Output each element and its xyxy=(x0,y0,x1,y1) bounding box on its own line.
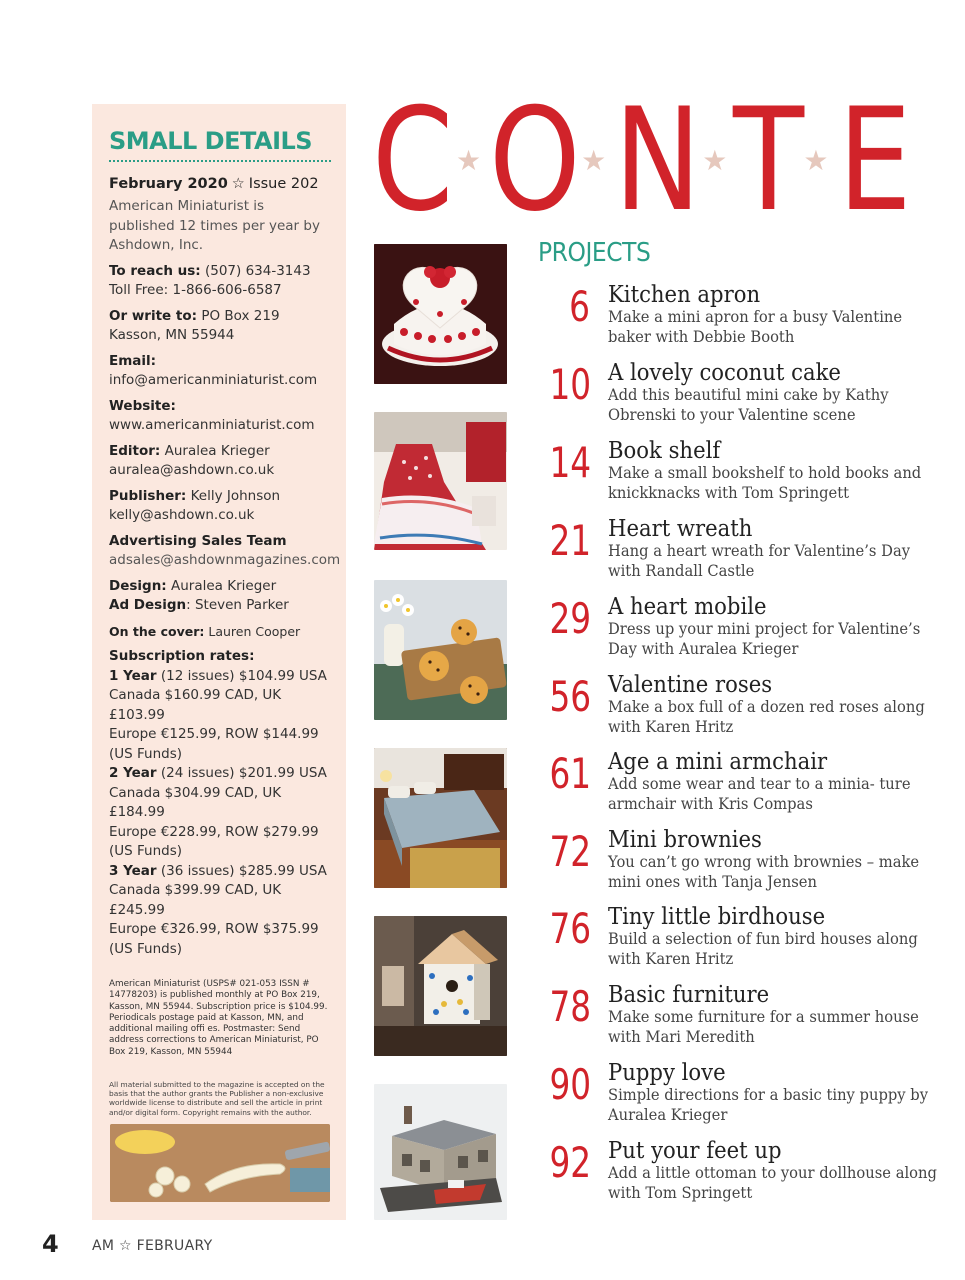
star-icon: ☆ xyxy=(231,176,245,192)
project-entry[interactable] xyxy=(538,438,958,517)
star-icon: ★ xyxy=(803,144,829,177)
project-entry[interactable] xyxy=(538,672,958,751)
project-entry[interactable] xyxy=(538,516,958,595)
project-entry[interactable] xyxy=(538,1138,958,1217)
project-description: Make a small bookshelf to hold books and knickknacks with Tom Springett xyxy=(608,463,922,502)
website-link[interactable]: www.americanminiaturist.com xyxy=(109,417,315,433)
page-number: 14 xyxy=(549,438,592,487)
design-credit: Design: Auralea Krieger Ad Design: Steven Parker xyxy=(109,577,289,613)
page-number: 61 xyxy=(549,749,592,798)
project-title: Basic furniture xyxy=(608,982,770,1008)
heading-letter: C xyxy=(372,96,454,226)
folio-text: AM ☆ FEBRUARY xyxy=(92,1238,213,1254)
contact-website: Website: www.americanminiaturist.com xyxy=(109,397,315,433)
project-description: Make a box full of a dozen red roses along with Karen Hritz xyxy=(608,697,925,736)
dollhouse-bedroom-photo xyxy=(374,748,507,888)
project-entry[interactable] xyxy=(538,282,958,361)
heart-cake-photo xyxy=(374,244,507,384)
ads-email-link[interactable]: adsales@ashdownmagazines.com xyxy=(109,552,341,568)
publisher-intro: American Miniaturist is published 12 times per year by Ashdown, Inc. xyxy=(109,198,320,253)
project-entry[interactable] xyxy=(538,360,958,439)
ads-credit: Advertising Sales Team adsales@ashdownmagazines.com xyxy=(109,532,341,568)
email-link[interactable]: info@americanminiaturist.com xyxy=(109,372,318,388)
page-number: 72 xyxy=(549,827,592,876)
project-description: Dress up your mini project for Valentine’s Day with Auralea Krieger xyxy=(608,619,921,658)
project-title: Kitchen apron xyxy=(608,282,761,308)
star-icon: ★ xyxy=(581,144,607,177)
rights-statement: All material submitted to the magazine is accepted on the basis that the author grants the Publisher a non-exclusive worldwide license to distribute and sell the article in print and/or digital form. Copyright remains with the author. xyxy=(109,1080,325,1117)
issue-line xyxy=(109,176,332,192)
birdhouse-photo xyxy=(374,916,507,1056)
project-title: Put your feet up xyxy=(608,1138,782,1164)
project-entry[interactable] xyxy=(538,827,958,906)
project-title: A lovely coconut cake xyxy=(608,360,841,386)
contact-phone: To reach us: (507) 634-3143 Toll Free: 1-866-606-6587 xyxy=(109,262,311,298)
editor-credit: Editor: Auralea Krieger auralea@ashdown.co.uk xyxy=(109,442,275,478)
project-title: Age a mini armchair xyxy=(608,749,828,775)
folio-page-number: 4 xyxy=(42,1230,59,1258)
contents-heading xyxy=(372,96,965,226)
sidebar-small-details xyxy=(92,104,346,1220)
page-number: 10 xyxy=(549,360,592,409)
page-number: 90 xyxy=(549,1060,592,1109)
postal-statement: American Miniaturist (USPS# 021-053 ISSN # 14778203) is published monthly at PO Box 219, Kasson, MN 55944. Subscription price is $104.99. Periodicals postage paid at Kasson, MN, and additional mailing offi es. Postmaster: Send address corrections to American Miniaturist, PO Box 219, Kasson, MN 55944 xyxy=(109,979,328,1057)
page-number: 76 xyxy=(549,904,592,953)
project-description: Make some furniture for a summer house with Mari Meredith xyxy=(608,1007,919,1046)
contact-address: Or write to: PO Box 219 Kasson, MN 55944 xyxy=(109,307,280,343)
star-icon: ★ xyxy=(702,144,728,177)
phone-number: (507) 634-3143 xyxy=(204,262,311,279)
project-description: Make a mini apron for a busy Valentine baker with Debbie Booth xyxy=(608,307,903,346)
project-title: A heart mobile xyxy=(608,594,767,620)
project-entry[interactable] xyxy=(538,1060,958,1139)
tollfree-number: Toll Free: 1-866-606-6587 xyxy=(109,282,282,298)
project-description: You can’t go wrong with brownies – make mini ones with Tanja Jensen xyxy=(608,852,920,891)
heading-letter: O xyxy=(489,96,581,226)
page-number: 21 xyxy=(549,516,592,565)
project-entry[interactable] xyxy=(538,982,958,1061)
cupcakes-photo xyxy=(374,580,507,720)
project-title: Heart wreath xyxy=(608,516,753,542)
publisher-email-link[interactable]: kelly@ashdown.co.uk xyxy=(109,507,255,523)
heading-letter: T xyxy=(733,96,805,226)
project-entry[interactable] xyxy=(538,594,958,673)
project-entry[interactable] xyxy=(538,904,958,983)
page-number: 29 xyxy=(549,594,592,643)
page-number: 56 xyxy=(549,672,592,721)
project-description: Add some wear and tear to a minia- ture armchair with Kris Compas xyxy=(608,774,911,813)
project-description: Simple directions for a basic tiny puppy by Auralea Krieger xyxy=(608,1085,929,1124)
cover-credit: On the cover: Lauren Cooper xyxy=(109,623,301,639)
page-number: 92 xyxy=(549,1138,592,1187)
publisher-credit: Publisher: Kelly Johnson kelly@ashdown.co.uk xyxy=(109,487,281,523)
project-title: Tiny little birdhouse xyxy=(608,904,826,930)
banana-slices-photo xyxy=(110,1124,330,1202)
heading-letter: N xyxy=(614,96,702,226)
project-description: Add a little ottoman to your dollhouse along with Tom Springett xyxy=(608,1163,937,1202)
page-number: 6 xyxy=(569,282,590,331)
section-label-projects: PROJECTS xyxy=(538,238,651,268)
project-description: Hang a heart wreath for Valentine’s Day with Randall Castle xyxy=(608,541,911,580)
project-title: Book shelf xyxy=(608,438,721,464)
project-title: Puppy love xyxy=(608,1060,726,1086)
boathouse-photo xyxy=(374,1084,507,1220)
star-icon: ★ xyxy=(456,144,482,177)
project-description: Add this beautiful mini cake by Kathy Obrenski to your Valentine scene xyxy=(608,385,889,424)
apron-photo xyxy=(374,412,507,550)
editor-email-link[interactable]: auralea@ashdown.co.uk xyxy=(109,462,275,478)
issue-number: Issue 202 xyxy=(248,176,319,192)
project-title: Valentine roses xyxy=(608,672,773,698)
issue-date: February 2020 xyxy=(109,176,228,192)
sidebar-title: SMALL DETAILS xyxy=(109,127,313,155)
subscription-rates: Subscription rates: 1 Year (12 issues) $104.99 USA Canada $160.99 CAD, UK £103.99 Europe €125.99, ROW $144.99 (US Funds) 2 Year (24 issues) $201.99 USA Canada $304.99 CAD, UK £184.99 Europe €228.99, ROW $279.99 (US Funds) 3 Year (36 issues) $285.99 USA Canada $399.99 CAD, UK £245.99 Europe €326.99, ROW $375.99 (US Funds) xyxy=(109,648,327,957)
heading-letter: E xyxy=(838,96,913,226)
contact-email: Email: info@americanminiaturist.com xyxy=(109,352,318,388)
project-entry[interactable] xyxy=(538,749,958,828)
page-number: 78 xyxy=(549,982,592,1031)
dotted-divider xyxy=(109,160,331,162)
project-title: Mini brownies xyxy=(608,827,762,853)
project-description: Build a selection of fun bird houses along with Karen Hritz xyxy=(608,929,918,968)
